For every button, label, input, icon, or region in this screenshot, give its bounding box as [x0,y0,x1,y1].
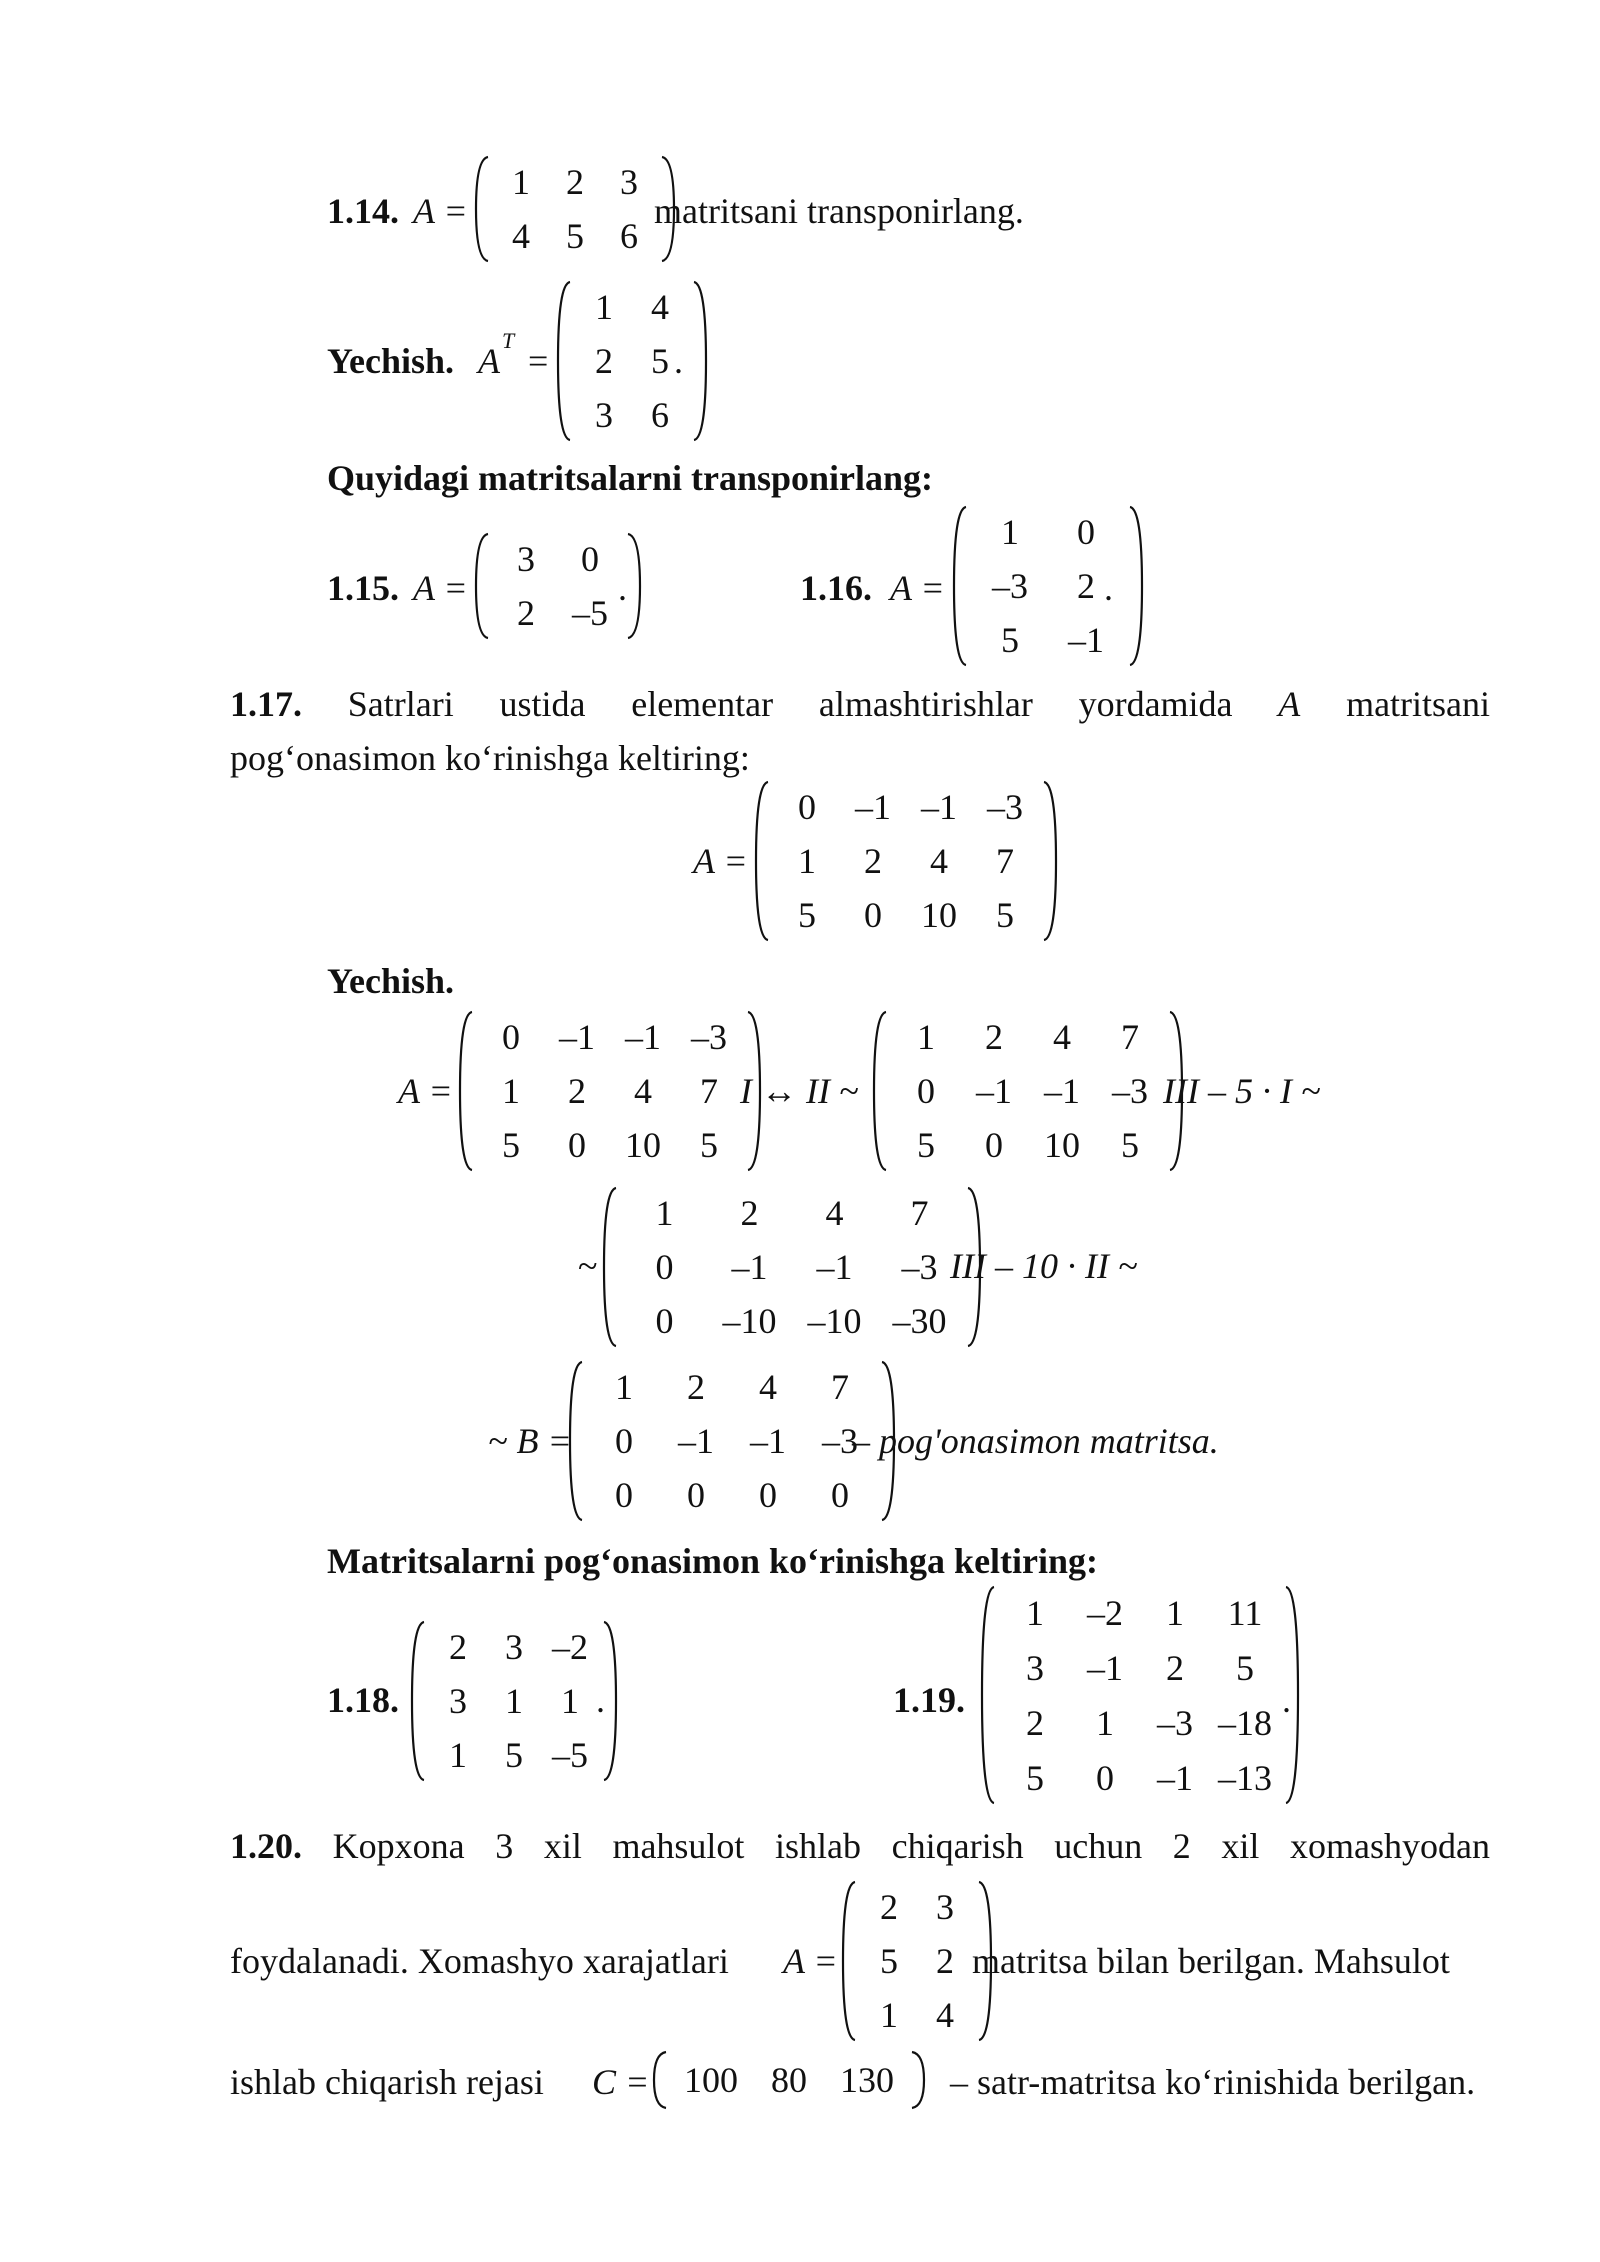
period: . [1104,568,1113,608]
matrix-entry: 1 [1096,1702,1114,1743]
left-paren [556,280,572,442]
matrix-entry: 2 [880,1887,898,1927]
matrix [556,280,708,442]
matrix-entry: 130 [840,2060,894,2100]
left-paren [410,1620,426,1782]
matrix-body [888,1010,1168,1172]
matrix [474,155,676,263]
period: . [596,1680,605,1720]
matrix-entry: 1 [615,1367,633,1407]
section-heading: Quyidagi matritsalarni transponirlang: [327,458,934,498]
matrix-entry: –2 [552,1627,588,1667]
matrix-entry: 0 [615,1421,633,1461]
result-text: – pog'onasimon matritsa. [852,1421,1219,1461]
matrix-entry: 2 [1077,566,1095,606]
matrix-entry: –5 [552,1735,588,1775]
matrix-entry: 3 [1026,1647,1044,1688]
matrix-entry: 0 [568,1125,586,1165]
matrix-entry: 2 [566,162,584,202]
matrix-body [474,1010,746,1172]
matrix-entry: 4 [512,216,530,256]
matrix-entry: 2 [985,1017,1003,1057]
matrix [952,505,1144,667]
matrix-entry: 7 [700,1071,718,1111]
matrix [754,780,1058,942]
matrix-entry: 2 [595,341,613,381]
matrix-entry: –2 [1087,1592,1123,1633]
left-paren [872,1010,888,1172]
right-paren [692,280,708,442]
solution-label: Yechish. [327,341,455,381]
matrix-entry: 2 [740,1193,759,1233]
matrix-entry: 2 [1166,1647,1184,1688]
matrix-lhs: A = [693,841,748,881]
matrix-entry: 0 [985,1125,1003,1165]
matrix-entry: 6 [651,395,669,435]
matrix-body [857,1880,977,2042]
matrix-entry: 10 [921,895,957,935]
matrix-body [770,780,1042,942]
matrix-entry: 5 [566,216,584,256]
matrix-entry: 2 [687,1367,705,1407]
solution-label: Yechish. [327,961,455,1001]
matrix-entry: 5 [1026,1757,1044,1798]
matrix-entry: 7 [831,1367,849,1407]
matrix [872,1010,1184,1172]
matrix-entry: 0 [502,1017,520,1057]
matrix-entry: –1 [678,1421,714,1461]
matrix-entry: 3 [595,395,613,435]
matrix-entry: 6 [620,216,638,256]
matrix-entry: 1 [595,287,613,327]
matrix-entry: 0 [687,1475,705,1515]
matrix-entry: 1 [1001,512,1019,552]
matrix-entry: 0 [581,539,599,579]
matrix-entry: 1 [1166,1592,1184,1633]
matrix-entry: 1 [512,162,530,202]
left-paren [602,1186,618,1348]
left-paren [652,2050,668,2110]
matrix [980,1585,1300,1805]
matrix-entry: 2 [864,841,882,881]
matrix-entry: –3 [1112,1071,1148,1111]
right-paren [1128,505,1144,667]
matrix-entry: –10 [722,1301,777,1341]
matrix [410,1620,618,1782]
matrix-entry: 7 [996,841,1014,881]
matrix [602,1186,982,1348]
period: . [674,341,683,381]
matrix-lhs: ~ B = [488,1421,572,1461]
matrix-body [490,155,660,263]
left-paren [841,1880,857,2042]
matrix-entry: 3 [517,539,535,579]
row-operation: III – 10 · II ~ [950,1246,1138,1286]
problem-text: pog‘onasimon ko‘rinishga keltiring: [230,738,750,778]
matrix-entry: 10 [625,1125,661,1165]
transpose-superscript: T [502,328,515,353]
matrix-entry: 2 [1026,1702,1044,1743]
matrix-entry: 0 [1096,1757,1114,1798]
matrix [568,1360,896,1522]
matrix-entry: –1 [1068,620,1104,660]
matrix [474,532,642,640]
right-paren [626,532,642,640]
problem-text: 1.20. Kopxona 3 xil mahsulot ishlab chiqarish uchun 2 xil xomashyodan [230,1826,1491,1866]
matrix-entry: –1 [816,1247,853,1287]
matrix-entry: –18 [1218,1702,1272,1743]
matrix-entry: –1 [731,1247,768,1287]
matrix-entry: 0 [831,1475,849,1515]
matrix-lhs: A = [890,568,945,608]
matrix-lhs: A = [413,191,468,231]
matrix-entry: –1 [855,787,891,827]
matrix-entry: 1 [917,1017,935,1057]
problem-number: 1.15. [327,568,399,608]
matrix-entry: 4 [1053,1017,1071,1057]
problem-number: 1.20. [230,1826,302,1866]
matrix-entry: 11 [1227,1592,1263,1633]
matrix-entry: –1 [559,1017,595,1057]
problem-text: foydalanadi. Xomashyo xarajatlari [230,1941,729,1981]
matrix-entry: 0 [798,787,816,827]
section-heading: Matritsalarni pog‘onasimon ko‘rinishga keltiring: [327,1541,1099,1581]
problem-text: – satr-matritsa ko‘rinishida berilgan. [950,2062,1476,2102]
matrix-entry: –1 [1044,1071,1080,1111]
problem-number: 1.18. [327,1680,399,1720]
matrix-entry: 0 [917,1071,935,1111]
matrix-entry: 2 [517,593,535,633]
matrix-entry: 1 [1026,1592,1044,1633]
matrix-body [618,1186,966,1348]
matrix-entry: 2 [568,1071,586,1111]
matrix-entry: 1 [880,1995,898,2035]
matrix-entry: 4 [936,1995,954,2035]
matrix-entry: 3 [936,1887,954,1927]
matrix-entry: –1 [921,787,957,827]
matrix-entry: 3 [449,1681,467,1721]
matrix-entry: 5 [700,1125,718,1165]
matrix-body [426,1620,602,1782]
matrix-entry: 1 [655,1193,674,1233]
matrix-lhs: A [478,341,500,381]
problem-text: matritsa bilan berilgan. Mahsulot [972,1941,1450,1981]
matrix-entry: 0 [864,895,882,935]
matrix-body [996,1585,1284,1805]
matrix-entry: 5 [917,1125,935,1165]
matrix-entry: 1 [502,1071,520,1111]
matrix-entry: 5 [1236,1647,1254,1688]
matrix-entry: 5 [1001,620,1019,660]
matrix-entry: 4 [634,1071,652,1111]
matrix-lhs: A = [783,1941,838,1981]
problem-number: 1.16. [800,568,872,608]
equals-sign: = [528,341,549,381]
matrix-entry: –13 [1218,1757,1272,1798]
matrix-entry: 5 [798,895,816,935]
matrix-entry: 5 [651,341,669,381]
matrix-entry: 5 [996,895,1014,935]
row-operation: III – 5 · I ~ [1163,1071,1321,1111]
matrix-lhs: C = [592,2062,650,2102]
matrix-lhs: A = [413,568,468,608]
matrix-entry: 0 [655,1247,674,1287]
matrix-entry: –1 [976,1071,1012,1111]
matrix-entry: –1 [1157,1757,1193,1798]
matrix-entry: –10 [807,1301,862,1341]
matrix-body [668,2050,910,2110]
row-matrix [652,2050,926,2110]
problem-number: 1.19. [893,1680,965,1720]
matrix-entry: 3 [505,1627,523,1667]
period: . [618,568,627,608]
left-paren [474,532,490,640]
matrix-entry: –3 [987,787,1023,827]
matrix-entry: 4 [930,841,948,881]
matrix-entry: 1 [449,1735,467,1775]
matrix-entry: 5 [880,1941,898,1981]
equivalence-sign: ~ [578,1246,598,1286]
matrix [841,1880,993,2042]
left-paren [474,155,490,263]
matrix-entry: 7 [1121,1017,1139,1057]
matrix-entry: 1 [561,1681,579,1721]
matrix-entry: 1 [798,841,816,881]
matrix-entry: 2 [449,1627,467,1667]
matrix-entry: –3 [822,1421,858,1461]
matrix-entry: –30 [892,1301,947,1341]
matrix-entry: 3 [620,162,638,202]
matrix-entry: –3 [691,1017,727,1057]
row-operation: I ↔ II ~ [740,1071,859,1111]
left-paren [754,780,770,942]
matrix-entry: –5 [572,593,608,633]
problem-number: 1.17. [230,684,302,724]
period: . [1282,1680,1291,1720]
matrix-entry: 0 [759,1475,777,1515]
left-paren [980,1585,996,1805]
matrix-entry: 2 [936,1941,954,1981]
matrix-entry: 7 [910,1193,929,1233]
matrix-entry: 4 [759,1367,777,1407]
left-paren [568,1360,584,1522]
matrix [458,1010,762,1172]
problem-text: matritsani transponirlang. [654,191,1024,231]
problem-number: 1.14. [327,191,399,231]
matrix-body [490,532,626,640]
matrix-body [584,1360,880,1522]
matrix-entry: 4 [651,287,669,327]
matrix-entry: 0 [1077,512,1095,552]
left-paren [952,505,968,667]
matrix-lhs: A = [398,1071,453,1111]
matrix-entry: –1 [625,1017,661,1057]
matrix-entry: 4 [825,1193,844,1233]
matrix-entry: 80 [771,2060,807,2100]
matrix-entry: 5 [505,1735,523,1775]
matrix-entry: –1 [1087,1647,1123,1688]
matrix-entry: –3 [901,1247,938,1287]
matrix-entry: 100 [684,2060,738,2100]
right-paren [1042,780,1058,942]
matrix-entry: 10 [1044,1125,1080,1165]
matrix-entry: 0 [655,1301,674,1341]
left-paren [458,1010,474,1172]
right-paren [910,2050,926,2110]
matrix-entry: –3 [992,566,1028,606]
problem-text: ishlab chiqarish rejasi [230,2062,544,2102]
problem-text: 1.17. Satrlari ustida elementar almashtirishlar yordamida A matritsani [230,684,1491,724]
matrix-entry: 5 [1121,1125,1139,1165]
matrix-entry: –3 [1157,1702,1193,1743]
matrix-entry: 0 [615,1475,633,1515]
matrix-entry: 5 [502,1125,520,1165]
matrix-entry: 1 [505,1681,523,1721]
matrix-entry: –1 [750,1421,786,1461]
